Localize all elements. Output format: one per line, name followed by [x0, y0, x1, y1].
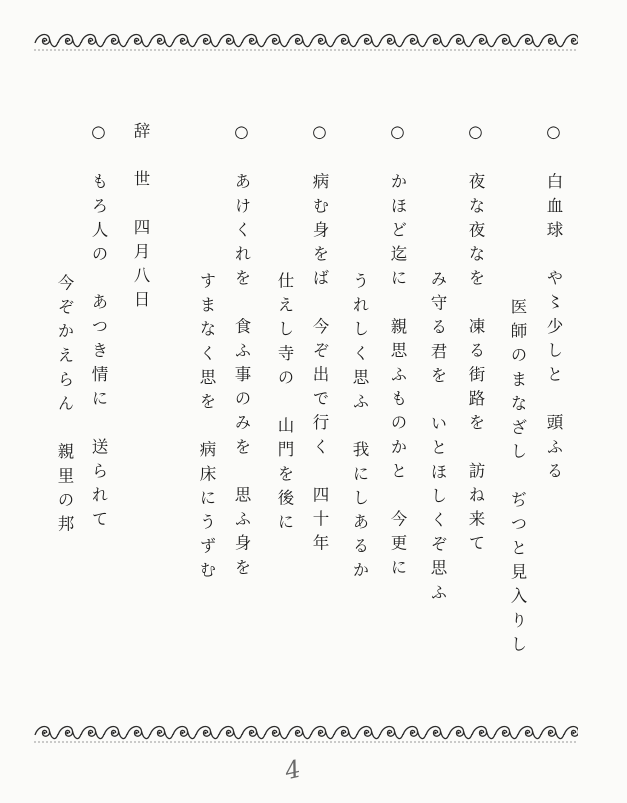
ornament-scroll [311, 34, 334, 46]
ornament-scroll [357, 34, 380, 46]
ornament-scroll [58, 34, 81, 46]
ornament-scroll [403, 726, 426, 738]
ornament-scroll [564, 726, 578, 738]
ornament-scroll [541, 34, 564, 46]
ornament-scroll [35, 34, 58, 46]
ornament-scroll [173, 726, 196, 738]
ornament-scroll [265, 34, 288, 46]
ornament-scroll [242, 34, 265, 46]
ornament-scroll [288, 726, 311, 738]
ornament-scroll [426, 34, 449, 46]
ornament-scroll [403, 34, 426, 46]
poem-column-7: ○ 病む身をば 今ぞ出で行く 四十年 [310, 122, 329, 559]
ornament-scroll [35, 726, 58, 738]
ornament-scroll [127, 34, 150, 46]
poem-column-5: ○ かほど迄に 親思ふものかと 今更に [388, 122, 407, 583]
ornament-scroll [518, 726, 541, 738]
top-ornamental-border [34, 30, 578, 52]
ornament-scroll [196, 726, 219, 738]
ornament-scroll [541, 726, 564, 738]
ornament-scroll [150, 726, 173, 738]
poem-column-13: 今ぞかえらん 親里の邦 [55, 274, 74, 540]
ornament-scroll [334, 34, 357, 46]
poem-column-4: み守る君を いとほしくぞ思ふ [428, 270, 447, 608]
poem-column-6: うれしく思ふ 我にしあるか [350, 272, 369, 586]
ornament-scroll [104, 34, 127, 46]
ornament-scroll [265, 726, 288, 738]
ornament-scroll [449, 726, 472, 738]
ornament-scroll [219, 34, 242, 46]
ornament-scroll [564, 34, 578, 46]
poem-column-10: すまなく思を 病床にうずむ [197, 272, 216, 586]
ornament-scroll [472, 726, 495, 738]
ornament-scroll [472, 34, 495, 46]
ornament-scroll [426, 726, 449, 738]
poem-column-11: 辞 世 四月八日 [131, 122, 150, 315]
page-number: 4 [282, 754, 304, 786]
ornament-scroll [334, 726, 357, 738]
poem-column-8: 仕えし寺の 山門を後に [275, 272, 294, 538]
ornament-scroll [380, 726, 403, 738]
ornament-scroll [449, 34, 472, 46]
ornament-scroll [495, 34, 518, 46]
poem-column-1: ○ 白血球 や〻少しと 頭ふる [544, 122, 563, 486]
poem-column-9: ○ あけくれを 食ふ事のみを 思ふ身を [232, 122, 251, 583]
ornament-scroll [81, 726, 104, 738]
poem-column-3: ○ 夜な夜なを 凍る街路を 訪ね来て [466, 122, 485, 559]
ornament-scroll [357, 726, 380, 738]
ornament-scroll [495, 726, 518, 738]
ornament-scroll [127, 726, 150, 738]
ornament-scroll [518, 34, 541, 46]
ornament-scroll [242, 726, 265, 738]
ornament-scroll [58, 726, 81, 738]
ornament-scroll [81, 34, 104, 46]
ornament-scroll [311, 726, 334, 738]
ornament-scroll [104, 726, 127, 738]
poem-column-2: 医師のまなざし ぢつと見入りし [508, 298, 527, 660]
ornament-scroll [288, 34, 311, 46]
poem-column-12: ○ もろ人の あつき情に 送られて [89, 122, 108, 535]
bottom-ornamental-border [34, 722, 578, 744]
ornament-scroll [173, 34, 196, 46]
ornament-scroll [380, 34, 403, 46]
ornament-scroll [196, 34, 219, 46]
ornament-scroll [150, 34, 173, 46]
ornament-scroll [219, 726, 242, 738]
